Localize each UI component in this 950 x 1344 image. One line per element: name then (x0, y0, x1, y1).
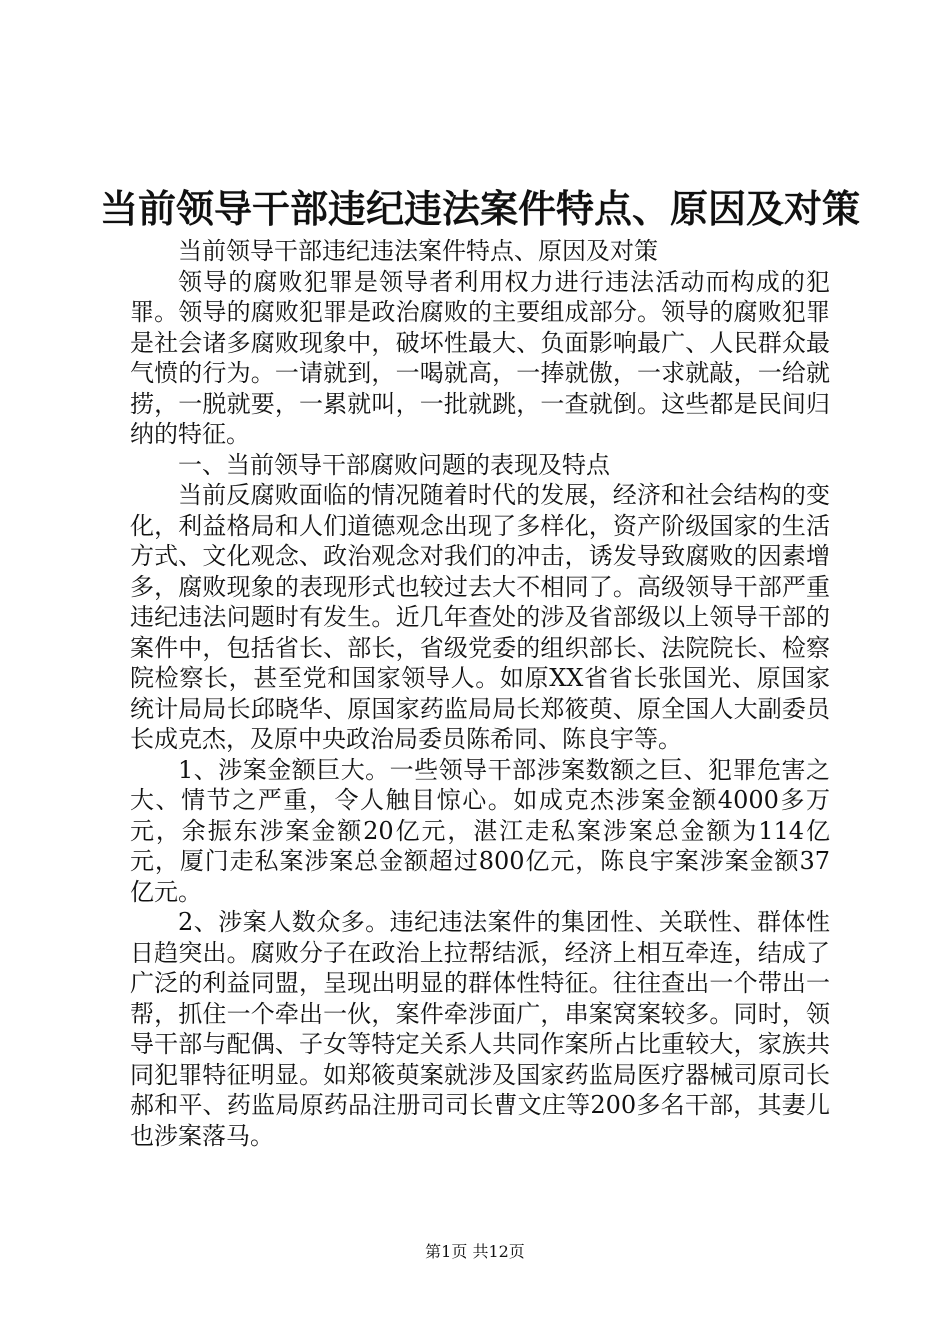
page-footer: 第1页 共12页 (425, 1242, 525, 1261)
document-body (130, 236, 830, 1151)
section-heading-1: 一、当前领导干部腐败问题的表现及特点 (178, 450, 610, 479)
paragraph-point-2: 2、涉案人数众多。违纪违法案件的集团性、关联性、群体性日趋突出。腐败分子在政治上拉帮结派，经济上相互牵连，结成了广泛的利益同盟，呈现出明显的群体性特征。往往查出一个带出一帮，抓住一个牵出一伙，案件牵涉面广，串案窝案较多。同时，领导干部与配偶、子女等特定关系人共同作案所占比重较大，家族共同犯罪特征明显。如郑筱萸案就涉及国家药监局医疗器械司原司长郝和平、药监局原药品注册司司长曹文庄等200多名干部，其妻儿也涉案落马。 (130, 908, 830, 1150)
paragraph-situation: 当前反腐败面临的情况随着时代的发展，经济和社会结构的变化，利益格局和人们道德观念出现了多样化，资产阶级国家的生活方式、文化观念、政治观念对我们的冲击，诱发导致腐败的因素增多，腐败现象的表现形式也较过去大不相同了。高级领导干部严重违纪违法问题时有发生。近几年查处的涉及省部级以上领导干部的案件中，包括省长、部长，省级党委的组织部长、法院院长、检察院检察长，甚至党和国家领导人。如原XX省省长张国光、原国家统计局局长邱晓华、原国家药监局局长郑筱萸、原全国人大副委员长成克杰，及原中央政治局委员陈希同、陈良宇等。 (130, 481, 830, 753)
document-title: 当前领导干部违纪违法案件特点、原因及对策 (100, 186, 861, 231)
paragraph-subtitle: 当前领导干部违纪违法案件特点、原因及对策 (178, 237, 658, 265)
paragraph-point-1: 1、涉案金额巨大。一些领导干部涉案数额之巨、犯罪危害之大、情节之严重，令人触目惊心。如成克杰涉案金额4000多万元，余振东涉案金额20亿元，湛江走私案涉案总金额为114亿元，厦门走私案涉案总金额超过800亿元，陈良宇案涉案金额37亿元。 (130, 755, 830, 906)
paragraph-intro: 领导的腐败犯罪是领导者利用权力进行违法活动而构成的犯罪。领导的腐败犯罪是政治腐败的主要组成部分。领导的腐败犯罪是社会诸多腐败现象中，破坏性最大、负面影响最广、人民群众最气愤的行为。一请就到，一喝就高，一捧就傲，一求就敲，一给就捞，一脱就要，一累就叫，一批就跳，一查就倒。这些都是民间归纳的特征。 (130, 267, 830, 448)
